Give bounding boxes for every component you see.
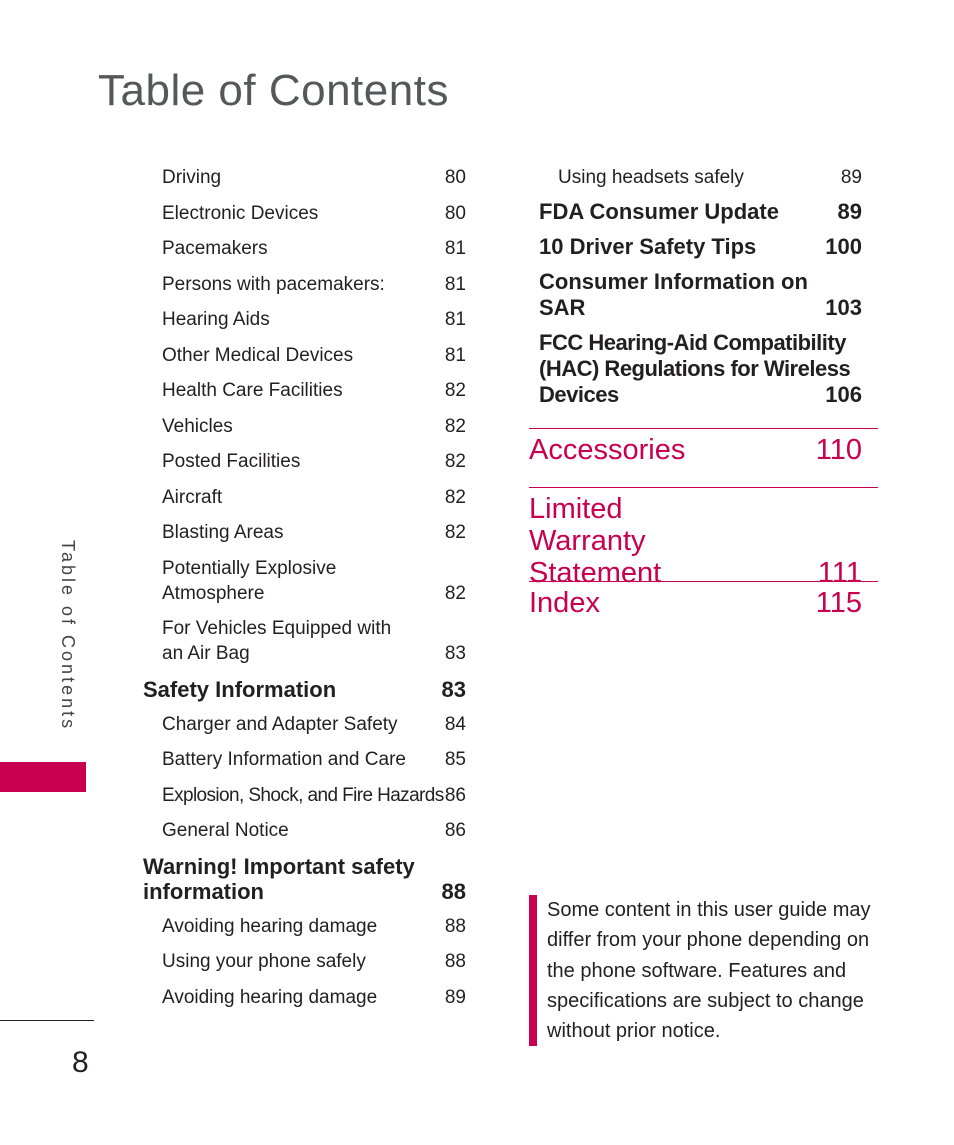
toc-entry-page: 88 xyxy=(444,915,466,937)
toc-entry-page: 82 xyxy=(444,415,466,437)
toc-entry[interactable] xyxy=(143,914,466,939)
toc-entry-page: 89 xyxy=(444,986,466,1008)
toc-section[interactable] xyxy=(539,234,862,260)
toc-entry-label: For Vehicles Equipped with an Air Bag xyxy=(162,618,392,664)
toc-entry-page: 80 xyxy=(444,167,466,188)
toc-entry-page: 80 xyxy=(444,202,466,224)
toc-entry-page: 82 xyxy=(444,451,466,472)
toc-section-label: Consumer Information on SAR xyxy=(539,269,808,320)
toc-entry-label: Battery Information and Care xyxy=(162,749,406,770)
major-section-label: Index xyxy=(529,587,600,619)
major-section-limited-warranty[interactable] xyxy=(529,487,878,589)
toc-entry-label: General Notice xyxy=(162,820,289,841)
toc-section-label: Warning! Important safety information xyxy=(143,853,415,904)
toc-entry-label: Avoiding hearing damage xyxy=(162,915,378,937)
page-number: 8 xyxy=(72,1046,89,1079)
toc-entry[interactable] xyxy=(143,378,466,403)
toc-entry[interactable] xyxy=(143,414,466,439)
toc-entry-label: Posted Facilities xyxy=(162,451,301,472)
toc-entry[interactable] xyxy=(143,236,466,261)
side-tab-marker xyxy=(0,762,86,792)
major-section-page: 115 xyxy=(815,587,862,619)
toc-entry-page: 82 xyxy=(444,380,466,401)
toc-section-page: 89 xyxy=(837,199,862,224)
notice-box: Some content in this user guide may differ from your phone depending on the phone software. Features and specifications are subject to change without prior notice. xyxy=(529,895,897,1046)
toc-entry-label: Explosion, Shock, and Fire Hazards xyxy=(162,784,444,806)
toc-section[interactable] xyxy=(539,199,862,225)
toc-entry-page: 84 xyxy=(444,713,466,735)
toc-entry[interactable] xyxy=(143,747,466,772)
toc-entry-label: Other Medical Devices xyxy=(162,344,354,366)
toc-entry-page: 82 xyxy=(444,522,466,543)
side-tab-label: Table of Contents xyxy=(58,540,78,732)
major-section-accessories[interactable] xyxy=(529,428,878,466)
toc-entry-page: 82 xyxy=(444,486,466,508)
toc-section-label: FCC Hearing-Aid Compatibility (HAC) Regulations for Wireless Devices xyxy=(539,330,851,407)
toc-entry-page: 86 xyxy=(444,784,466,806)
toc-entry[interactable] xyxy=(143,307,466,332)
toc-section-page: 106 xyxy=(825,382,862,407)
toc-entry[interactable] xyxy=(539,165,862,190)
toc-entry-label: Persons with pacemakers: xyxy=(162,273,385,295)
toc-entry[interactable] xyxy=(143,818,466,843)
toc-section[interactable] xyxy=(539,330,862,408)
toc-entry-page: 81 xyxy=(444,309,466,330)
toc-entry-page: 83 xyxy=(444,643,466,664)
toc-section[interactable] xyxy=(143,677,466,702)
toc-entry[interactable] xyxy=(143,712,466,737)
toc-section-page: 88 xyxy=(441,878,466,904)
toc-entry-page: 81 xyxy=(444,273,466,295)
toc-entry-label: Blasting Areas xyxy=(162,522,284,543)
toc-entry[interactable] xyxy=(143,783,466,808)
toc-entry[interactable] xyxy=(143,165,466,190)
major-section-label: Accessories xyxy=(529,434,686,466)
toc-entry-label: Using your phone safely xyxy=(162,951,366,972)
toc-section-label: Safety Information xyxy=(143,676,337,702)
toc-entry-page: 82 xyxy=(444,582,466,604)
footer-rule xyxy=(0,1020,94,1021)
toc-section-label: FDA Consumer Update xyxy=(539,199,779,224)
toc-entry[interactable] xyxy=(143,985,466,1010)
toc-entry[interactable] xyxy=(143,343,466,368)
toc-entry[interactable] xyxy=(143,449,466,474)
toc-entry-label: Hearing Aids xyxy=(162,309,270,330)
major-section-index[interactable] xyxy=(529,581,878,619)
toc-entry-label: Pacemakers xyxy=(162,238,268,259)
major-section-label: Limited Warranty Statement xyxy=(529,493,662,589)
toc-entry-page: 86 xyxy=(444,820,466,841)
toc-entry-label: Electronic Devices xyxy=(162,202,319,224)
toc-entry-label: Vehicles xyxy=(162,415,233,437)
major-section-page: 110 xyxy=(815,434,862,466)
toc-entry-label: Avoiding hearing damage xyxy=(162,986,378,1008)
page-title: Table of Contents xyxy=(98,66,449,115)
toc-entry-label: Charger and Adapter Safety xyxy=(162,713,398,735)
toc-section-page: 83 xyxy=(441,676,466,702)
toc-section[interactable] xyxy=(143,854,466,904)
toc-entry-label: Potentially Explosive Atmosphere xyxy=(162,557,337,604)
toc-entry-label: Aircraft xyxy=(162,486,223,508)
toc-left-column xyxy=(143,165,466,1020)
toc-entry[interactable] xyxy=(143,949,466,974)
toc-right-column xyxy=(539,165,862,417)
toc-entry-label: Health Care Facilities xyxy=(162,380,343,401)
toc-entry[interactable] xyxy=(143,272,466,297)
toc-section-page: 103 xyxy=(825,295,862,320)
toc-entry-page: 89 xyxy=(840,167,862,188)
toc-entry[interactable] xyxy=(143,520,466,545)
toc-entry-page: 88 xyxy=(444,951,466,972)
toc-section-label: 10 Driver Safety Tips xyxy=(539,234,757,259)
toc-section-page: 100 xyxy=(825,234,862,259)
toc-entry-page: 85 xyxy=(444,749,466,770)
toc-section[interactable] xyxy=(539,269,862,321)
toc-entry[interactable] xyxy=(143,616,466,666)
toc-entry-page: 81 xyxy=(444,238,466,259)
toc-entry-label: Using headsets safely xyxy=(558,167,744,188)
major-section-page: 111 xyxy=(817,557,862,589)
toc-entry[interactable] xyxy=(143,556,466,606)
toc-entry-label: Driving xyxy=(162,167,222,188)
toc-entry[interactable] xyxy=(143,485,466,510)
toc-entry-page: 81 xyxy=(444,344,466,366)
toc-entry[interactable] xyxy=(143,201,466,226)
